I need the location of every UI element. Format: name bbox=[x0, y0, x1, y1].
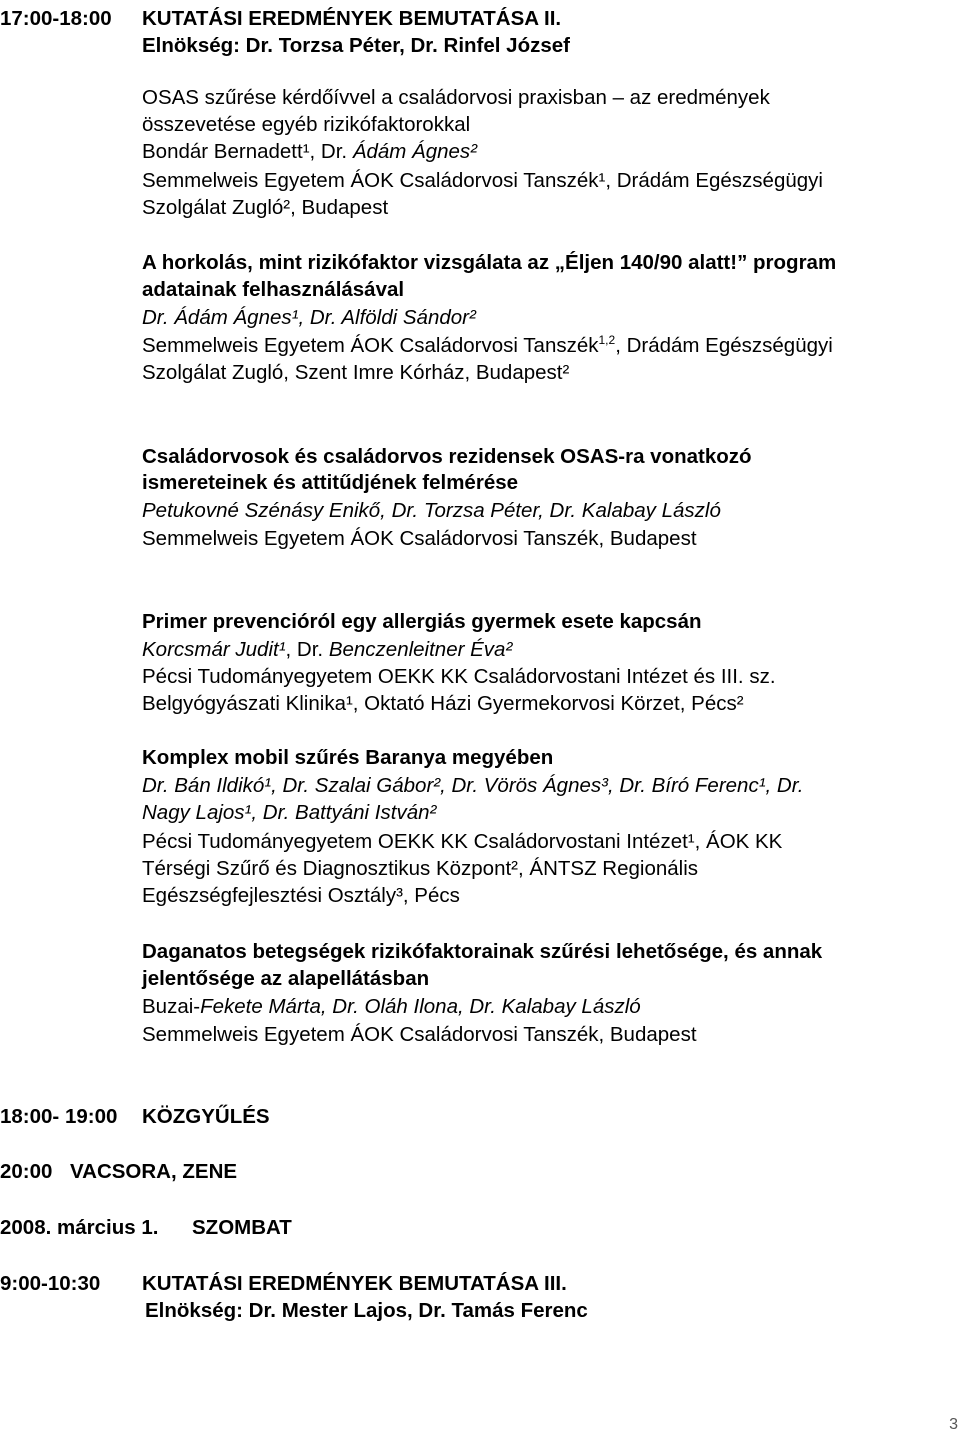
talk-authors: Petukovné Szénásy Enikő, Dr. Torzsa Péter, Dr. Kalabay László bbox=[142, 499, 721, 522]
page-number: 3 bbox=[949, 1416, 958, 1433]
talk-affiliation: Egészségfejlesztési Osztály³, Pécs bbox=[142, 884, 460, 907]
session-title: KUTATÁSI EREDMÉNYEK BEMUTATÁSA III. bbox=[142, 1272, 567, 1295]
talk-title: Komplex mobil szűrés Baranya megyében bbox=[142, 746, 554, 769]
talk-affiliation: Pécsi Tudományegyetem OEKK KK Családorvostani Intézet és III. sz. bbox=[142, 665, 776, 688]
talk-title: összevetése egyéb rizikófaktorokkal bbox=[142, 113, 471, 136]
talk-title: adatainak felhasználásával bbox=[142, 278, 405, 301]
event-label: KÖZGYŰLÉS bbox=[142, 1105, 270, 1128]
day-name: SZOMBAT bbox=[192, 1216, 292, 1239]
session-chairs: Elnökség: Dr. Mester Lajos, Dr. Tamás Ferenc bbox=[145, 1299, 588, 1322]
talk-affiliation: Semmelweis Egyetem ÁOK Családorvosi Tanszék, Budapest bbox=[142, 1023, 697, 1046]
session-time: 9:00-10:30 bbox=[0, 1272, 101, 1295]
talk-title: A horkolás, mint rizikófaktor vizsgálata az „Éljen 140/90 alatt!” program bbox=[142, 251, 837, 274]
session-chairs: Elnökség: Dr. Torzsa Péter, Dr. Rinfel József bbox=[142, 34, 570, 57]
talk-authors: Dr. Ádám Ágnes¹, Dr. Alföldi Sándor² bbox=[142, 306, 476, 329]
talk-authors: Dr. Bán Ildikó¹, Dr. Szalai Gábor², Dr. Vörös Ágnes³, Dr. Bíró Ferenc¹, Dr. bbox=[142, 774, 804, 797]
talk-authors: Korcsmár Judit¹, Dr. Benczenleitner Éva² bbox=[142, 638, 513, 661]
talk-affiliation: Semmelweis Egyetem ÁOK Családorvosi Tanszék, Budapest bbox=[142, 527, 697, 550]
talk-affiliation: Szolgálat Zugló, Szent Imre Kórház, Budapest² bbox=[142, 361, 570, 384]
talk-title: Családorvosok és családorvos rezidensek OSAS-ra vonatkozó bbox=[142, 445, 752, 468]
session-title: KUTATÁSI EREDMÉNYEK BEMUTATÁSA II. bbox=[142, 7, 562, 30]
talk-title: Primer prevencióról egy allergiás gyermek esete kapcsán bbox=[142, 610, 702, 633]
talk-affiliation: Pécsi Tudományegyetem OEKK KK Családorvostani Intézet¹, ÁOK KK bbox=[142, 830, 783, 853]
talk-authors: Bondár Bernadett¹, Dr. Ádám Ágnes² bbox=[142, 140, 478, 163]
event-time: 18:00- 19:00 bbox=[0, 1105, 118, 1128]
talk-affiliation: Térségi Szűrő és Diagnosztikus Központ², ÁNTSZ Regionális bbox=[142, 857, 699, 880]
talk-affiliation: Semmelweis Egyetem ÁOK Családorvosi Tanszék¹, Drádám Egészségügyi bbox=[142, 169, 823, 192]
talk-affiliation: Semmelweis Egyetem ÁOK Családorvosi Tanszék$^{1,2}$, Drádám Egészségügyi bbox=[142, 333, 833, 357]
talk-authors: Buzai-Fekete Márta, Dr. Oláh Ilona, Dr. Kalabay László bbox=[142, 995, 641, 1018]
talk-title: ismereteinek és attitűdjének felmérése bbox=[142, 471, 519, 494]
event-time: 20:00 bbox=[0, 1160, 53, 1183]
talk-title: jelentősége az alapellátásban bbox=[142, 967, 430, 990]
event-label: VACSORA, ZENE bbox=[70, 1160, 238, 1183]
day-date: 2008. március 1. bbox=[0, 1216, 159, 1239]
talk-title: Daganatos betegségek rizikófaktorainak szűrési lehetősége, és annak bbox=[142, 940, 823, 963]
talk-authors: Nagy Lajos¹, Dr. Battyáni István² bbox=[142, 801, 437, 824]
talk-affiliation: Belgyógyászati Klinika¹, Oktató Házi Gyermekorvosi Körzet, Pécs² bbox=[142, 692, 744, 715]
talk-affiliation: Szolgálat Zugló², Budapest bbox=[142, 196, 389, 219]
session-time: 17:00-18:00 bbox=[0, 7, 112, 30]
talk-title: OSAS szűrése kérdőívvel a családorvosi praxisban – az eredmények bbox=[142, 86, 770, 109]
